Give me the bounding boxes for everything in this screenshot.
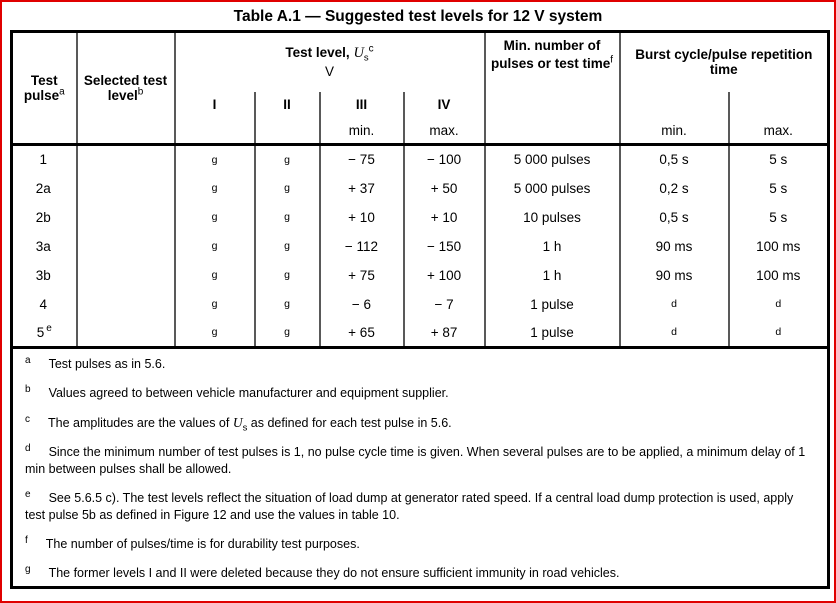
column-header-us-max: max. (404, 118, 485, 145)
cell-test-pulse: 2b (35, 209, 51, 225)
burst-min-spacer (620, 92, 729, 118)
cell-level-1: g (175, 174, 255, 203)
test-pulse-label: Test pulse (23, 73, 60, 103)
cell-selected-level (77, 145, 175, 174)
cell-burst-min: d (620, 319, 729, 348)
footnote-ref-f: f (610, 54, 614, 66)
cell-pulse-count: 5 000 pulses (485, 145, 620, 174)
min-pulses-label: Min. number of pulses or test time (491, 38, 611, 71)
cell-selected-level (77, 319, 175, 348)
cell-test-pulse: 3b (35, 267, 51, 283)
cell-level-2: g (255, 174, 320, 203)
cell-selected-level (77, 290, 175, 319)
footnote-b: $^b$ Values agreed to between vehicle manufacturer and equipment supplier. (25, 383, 449, 400)
table-row-pulse-4 (12, 290, 829, 319)
table-row-pulse-1 (12, 145, 829, 174)
cell-pulse-count: 10 pulses (485, 203, 620, 232)
table-title: Table A.1 — Suggested test levels for 12 V system (233, 8, 603, 25)
column-header-burst: Burst cycle/pulse repetition time (635, 47, 813, 78)
cell-us-max: + 50 (404, 174, 485, 203)
cell-level-1: g (175, 290, 255, 319)
cell-test-pulse: 1 (39, 152, 47, 168)
footnote-a: $^a$ Test pulses as in 5.6. (25, 354, 166, 371)
cell-us-max: + 87 (404, 319, 485, 348)
footnote-g: $^g$ The former levels I and II were deleted because they do not ensure sufficient immunity in road vehicles. (25, 564, 620, 581)
level-2-minmax-spacer (255, 118, 320, 145)
column-header-selected-level (77, 32, 175, 145)
us-subscript: s (363, 52, 369, 64)
burst-max-spacer (729, 92, 829, 118)
footnote-d: $^d$ Since the minimum number of test pulses is 1, no pulse cycle time is given. When several pulses are to be applied, a minimum delay of 1 min between pulses shall be allowed. (25, 443, 806, 477)
column-header-test-pulse (12, 32, 77, 145)
cell-test-pulse: 3a (35, 238, 51, 254)
level-1-minmax-spacer (175, 118, 255, 145)
cell-level-2: g (255, 203, 320, 232)
cell-burst-min: 0,5 s (620, 145, 729, 174)
footnote-f: $^f$ The number of pulses/time is for durability test purposes. (25, 535, 360, 552)
cell-burst-max: 5 s (729, 174, 829, 203)
cell-pulse-count: 1 h (485, 261, 620, 290)
unit-volts: V (325, 64, 335, 80)
column-header-burst-min: min. (620, 118, 729, 145)
selected-level-label: Selected test level (83, 73, 168, 103)
cell-burst-min: 0,2 s (620, 174, 729, 203)
cell-burst-max: 100 ms (729, 232, 829, 261)
header-row-main (12, 32, 829, 92)
cell-burst-min: 90 ms (620, 261, 729, 290)
column-header-min-pulses (485, 32, 620, 145)
footnotes-cell (12, 348, 829, 588)
cell-pulse-count: 1 h (485, 232, 620, 261)
cell-test-pulse: 5 $^e$ (36, 323, 52, 340)
table-row-pulse-2a (12, 174, 829, 203)
cell-burst-max: d (729, 319, 829, 348)
cell-pulse-count: 1 pulse (485, 290, 620, 319)
cell-us-max: − 150 (404, 232, 485, 261)
test-level-label: Test level, (285, 45, 350, 61)
cell-level-1: g (175, 232, 255, 261)
us-symbol: U (353, 45, 364, 62)
us-symbol: U (232, 415, 243, 430)
column-header-burst-max: max. (729, 118, 829, 145)
column-header-level-3: III (320, 92, 404, 118)
cell-us-min: + 10 (320, 203, 404, 232)
column-header-test-level (175, 32, 485, 92)
column-header-level-2: II (255, 92, 320, 118)
cell-test-pulse: 4 (39, 296, 47, 312)
cell-burst-min: 0,5 s (620, 203, 729, 232)
table-row-pulse-3a (12, 232, 829, 261)
column-header-level-4: IV (404, 92, 485, 118)
cell-pulse-count: 1 pulse (485, 319, 620, 348)
cell-burst-min: d (620, 290, 729, 319)
cell-us-max: − 100 (404, 145, 485, 174)
cell-us-max: + 10 (404, 203, 485, 232)
table-row-pulse-5 (12, 319, 829, 348)
cell-us-min: − 6 (320, 290, 404, 319)
cell-level-2: g (255, 261, 320, 290)
footnote-ref-a: a (59, 86, 65, 98)
cell-level-2: g (255, 319, 320, 348)
test-level-line (176, 45, 484, 62)
cell-burst-max: 5 s (729, 203, 829, 232)
cell-burst-max: d (729, 290, 829, 319)
footnote-ref-b: b (137, 86, 144, 98)
cell-level-1: g (175, 203, 255, 232)
cell-level-1: g (175, 145, 255, 174)
cell-selected-level (77, 261, 175, 290)
cell-us-max: − 7 (404, 290, 485, 319)
cell-pulse-count: 5 000 pulses (485, 174, 620, 203)
footnote-ref-c: c (368, 43, 374, 55)
cell-level-2: g (255, 145, 320, 174)
cell-burst-min: 90 ms (620, 232, 729, 261)
cell-burst-max: 100 ms (729, 261, 829, 290)
cell-us-min: + 37 (320, 174, 404, 203)
cell-us-min: − 112 (320, 232, 404, 261)
cell-selected-level (77, 203, 175, 232)
cell-us-min: + 65 (320, 319, 404, 348)
cell-test-pulse: 2a (35, 180, 51, 196)
cell-selected-level (77, 174, 175, 203)
cell-us-min: − 75 (320, 145, 404, 174)
cell-burst-max: 5 s (729, 145, 829, 174)
table-row-pulse-3b (12, 261, 829, 290)
test-levels-table (10, 30, 830, 589)
cell-level-1: g (175, 261, 255, 290)
column-header-level-1: I (212, 97, 217, 112)
column-header-us-min: min. (320, 118, 404, 145)
cell-level-2: g (255, 232, 320, 261)
cell-us-max: + 100 (404, 261, 485, 290)
cell-level-2: g (255, 290, 320, 319)
footnotes-row (12, 348, 829, 588)
footnote-e: $^e$ See 5.6.5 c). The test levels reflect the situation of load dump at generator rated speed. If a central load dump protection is used, apply test pulse 5b as defined in Figure 12 and use the values in table 10. (25, 489, 794, 523)
cell-selected-level (77, 232, 175, 261)
cell-us-min: + 75 (320, 261, 404, 290)
cell-level-1: g (175, 319, 255, 348)
footnote-c: $^c$ The amplitudes are the values of $U_s$ as defined for each test pulse in 5.6. (25, 413, 452, 434)
table-row-pulse-2b (12, 203, 829, 232)
